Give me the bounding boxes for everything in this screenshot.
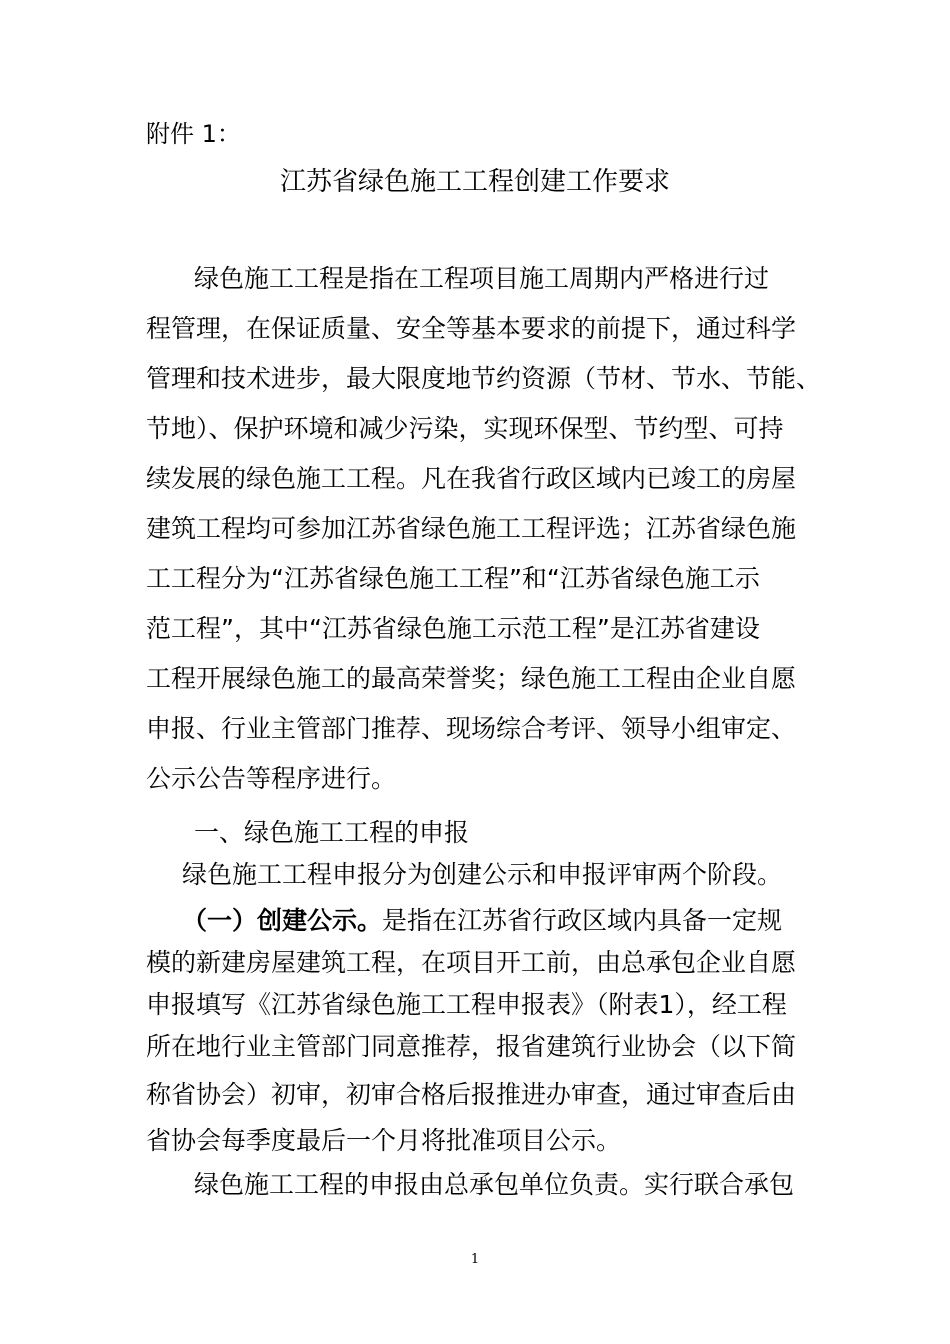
subsection-1-heading: （一）创建公示。 <box>182 906 383 935</box>
document-title: 江苏省绿色施工工程创建工作要求 <box>279 167 670 197</box>
subsection-1-line-6: 省协会每季度最后一个月将批准项目公示。 <box>146 1126 622 1155</box>
intro-line-9: 工程开展绿色施工的最高荣誉奖；绿色施工工程由企业自愿 <box>146 664 797 693</box>
intro-line-7: 工工程分为“江苏省绿色施工工程”和“江苏省绿色施工示 <box>146 564 760 593</box>
intro-line-5: 续发展的绿色施工工程。凡在我省行政区域内已竣工的房屋 <box>146 464 797 493</box>
intro-line-8: 范工程”，其中“江苏省绿色施工示范工程”是江苏省建设 <box>146 614 760 643</box>
attachment-label: 附件 1： <box>146 120 241 148</box>
intro-line-2: 程管理，在保证质量、安全等基本要求的前提下，通过科学 <box>146 314 797 343</box>
page-number: 1 <box>470 1252 480 1267</box>
section-1-lead: 绿色施工工程申报分为创建公示和申报评审两个阶段。 <box>182 860 783 889</box>
subsection-1-line-2: 模的新建房屋建筑工程，在项目开工前，由总承包企业自愿 <box>146 948 797 977</box>
subsection-1-line-3: 申报填写《江苏省绿色施工工程申报表》（附表1），经工程 <box>146 990 787 1019</box>
subsection-1-line-4: 所在地行业主管部门同意推荐，报省建筑行业协会（以下简 <box>146 1032 797 1061</box>
subsection-1-line-1: 是指在江苏省行政区域内具备一定规 <box>382 906 783 935</box>
intro-line-6: 建筑工程均可参加江苏省绿色施工工程评选；江苏省绿色施 <box>146 514 797 543</box>
section-1-heading: 一、绿色施工工程的申报 <box>194 818 470 847</box>
intro-line-11: 公示公告等程序进行。 <box>146 764 397 793</box>
intro-line-10: 申报、行业主管部门推荐、现场综合考评、领导小组审定、 <box>146 714 797 743</box>
intro-line-3: 管理和技术进步，最大限度地节约资源（节材、节水、节能、 <box>146 364 822 393</box>
subsection-1-line-5: 称省协会）初审，初审合格后报推进办审查，通过审查后由 <box>146 1080 797 1109</box>
intro-line-4: 节地）、保护环境和减少污染，实现环保型、节约型、可持 <box>146 414 784 443</box>
intro-line-1: 绿色施工工程是指在工程项目施工周期内严格进行过 <box>194 264 770 293</box>
paragraph-last-line: 绿色施工工程的申报由总承包单位负责。实行联合承包 <box>194 1170 795 1199</box>
subsection-1-first-line <box>182 904 782 938</box>
